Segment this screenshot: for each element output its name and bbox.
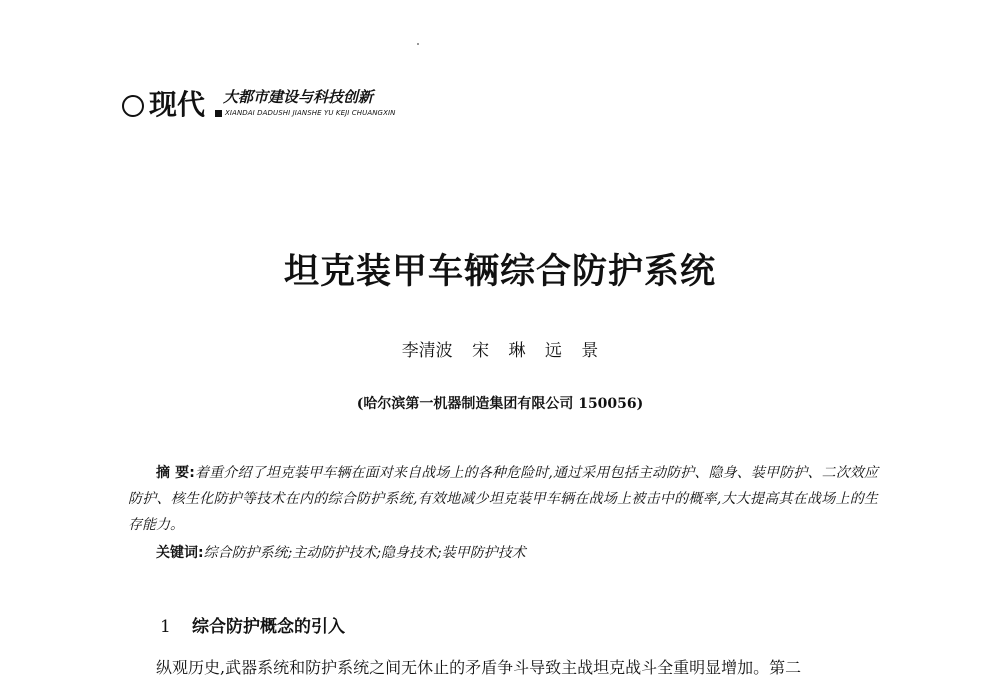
article-authors: 李清波 宋 琳 远 景 — [401, 341, 599, 361]
section-heading — [160, 615, 345, 639]
abstract-label: 摘 要: — [156, 465, 195, 481]
journal-subtitle-cn: 大都市建设与科技创新 — [223, 88, 374, 106]
keywords-label: 关键词: — [156, 545, 204, 561]
keywords-text: 综合防护系统;主动防护技术;隐身技术;装甲防护技术 — [203, 545, 526, 561]
abstract — [128, 460, 878, 538]
section-title: 综合防护概念的引入 — [192, 617, 345, 637]
journal-brand: 现代 — [149, 88, 206, 121]
article-title: 坦克装甲车辆综合防护系统 — [283, 252, 716, 292]
article-affiliation: (哈尔滨第一机器制造集团有限公司 150056) — [356, 396, 644, 412]
section-number: 1 — [160, 617, 171, 637]
square-bullet-icon — [215, 110, 222, 117]
keywords — [156, 543, 876, 563]
circle-icon — [122, 95, 144, 117]
abstract-text: 着重介绍了坦克装甲车辆在面对来自战场上的各种危险时,通过采用包括主动防护、隐身、装甲防护、二次效应防护、核生化防护等技术在内的综合防护系统,有效地减少坦克装甲车辆在战场上被击中的概率,大大提高其在战场上的生存能力。 — [128, 465, 878, 533]
scan-speck — [417, 43, 419, 45]
journal-subtitle-en: XIANDAI DADUSHI JIANSHE YU KEJI CHUANGXIN — [225, 109, 396, 117]
body-paragraph: 纵观历史,武器系统和防护系统之间无休止的矛盾争斗导致主战坦克战斗全重明显增加。第二 — [156, 658, 802, 677]
